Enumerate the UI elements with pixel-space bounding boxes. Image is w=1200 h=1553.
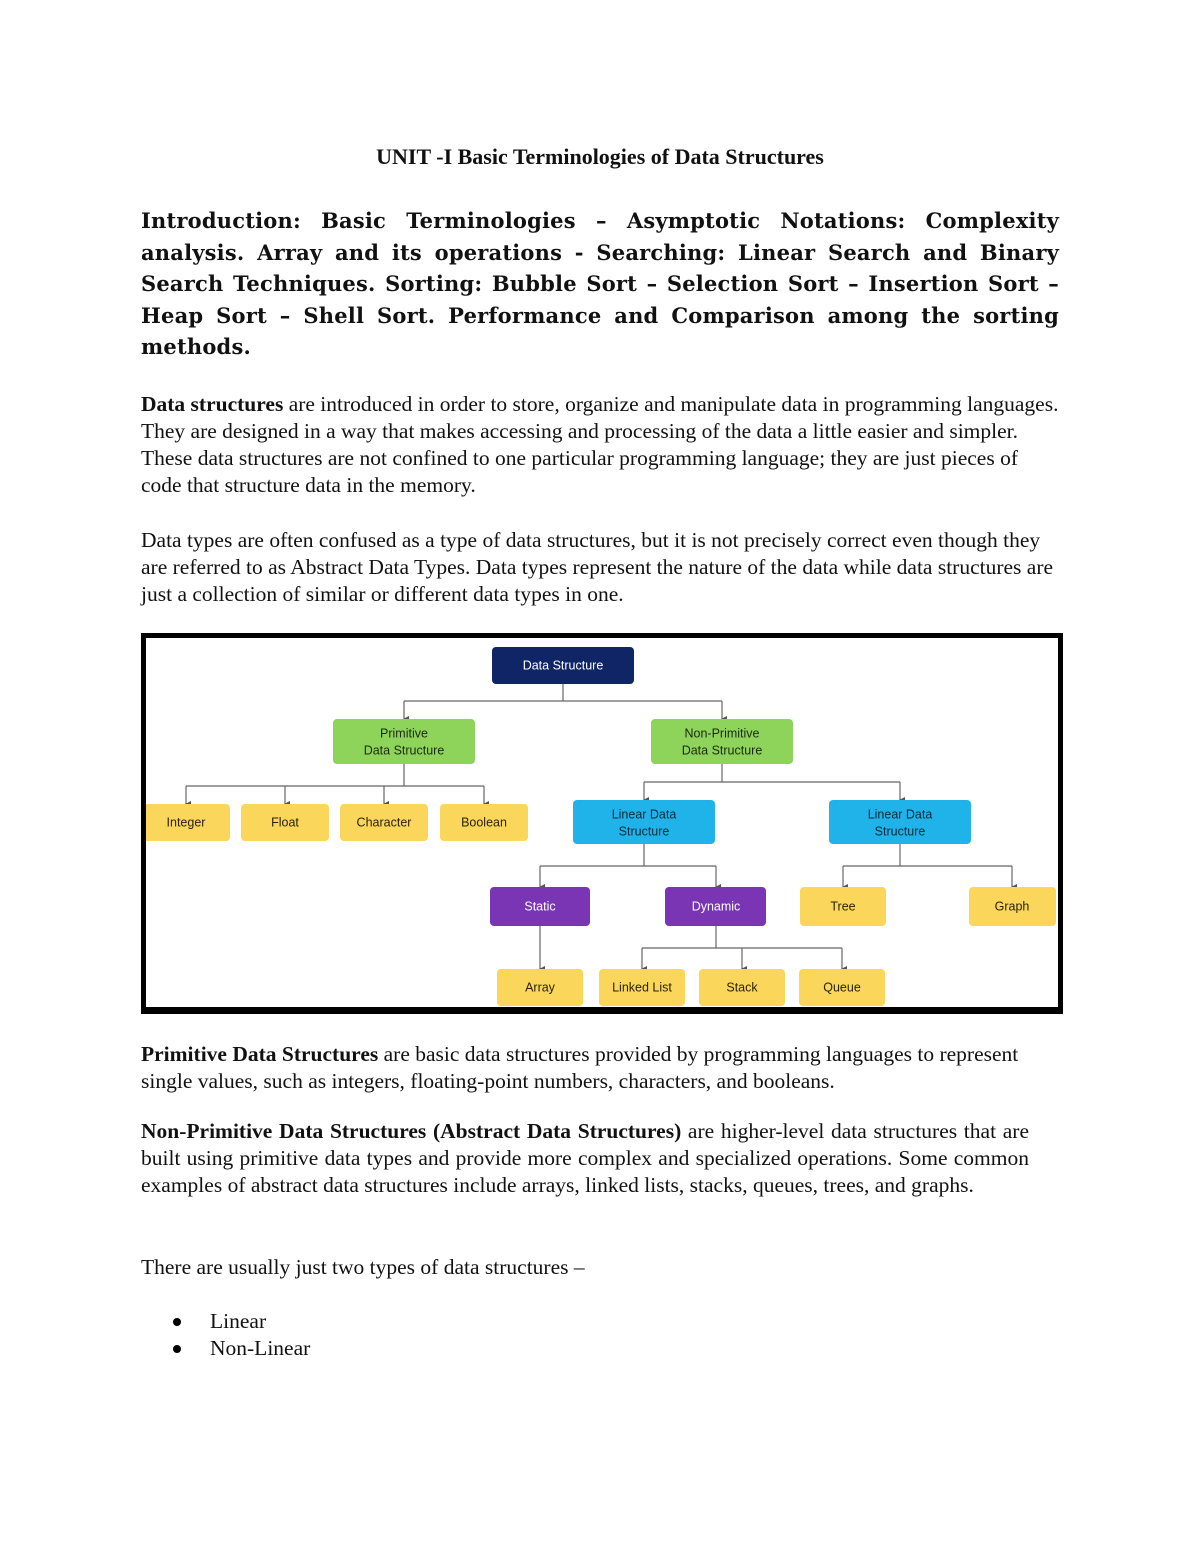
data-types-paragraph: Data types are often confused as a type of data structures, but it is not precisely correct even though they are referred to as Abstract Data Types. Data types represent the nature of the data while data structures are just a collection of similar or different data types in one. [141, 528, 1054, 606]
list-item-label: Linear [210, 1309, 267, 1333]
primitive-paragraph [141, 1041, 1061, 1095]
list-item [141, 1308, 310, 1335]
node-linear-a-label-1: Linear Data [611, 807, 677, 822]
node-non-primitive-label-2: Data Structure [681, 743, 763, 758]
data-structures-paragraph [141, 391, 1061, 499]
node-boolean-label: Boolean [461, 815, 507, 830]
unit-introduction: Introduction: Basic Terminologies – Asymptotic Notations: Complexity analysis. Array and its operations - Searching: Linear Search and Binary Search Techniques. Sorting: Bubble Sort – Selection Sort – Insertion Sort – Heap Sort – Shell Sort. Performance and Comparison among the sorting methods. [141, 208, 1059, 359]
data-structures-text: are introduced in order to store, organize and manipulate data in programming languages. They are designed in a way that makes accessing and processing of the data a little easier and simpler. These data structures are not confined to one particular programming language; they are just pieces of code that structure data in the memory. [141, 392, 1059, 497]
non-primitive-term: Non-Primitive Data Structures (Abstract Data Structures) [141, 1119, 682, 1143]
types-intro-paragraph: There are usually just two types of data structures – [141, 1255, 585, 1279]
node-character-label: Character [356, 815, 412, 830]
node-dynamic-label: Dynamic [691, 899, 741, 914]
node-integer-label: Integer [166, 815, 206, 830]
node-data-structure-label: Data Structure [522, 658, 604, 673]
data-structure-diagram [141, 633, 1063, 1014]
node-linear-b-label-1: Linear Data [867, 807, 933, 822]
list-item [141, 1335, 310, 1362]
node-primitive-label-1: Primitive [380, 726, 428, 741]
node-linear-b-label-2: Structure [874, 824, 926, 839]
node-stack-label: Stack [726, 980, 758, 995]
page-title: UNIT -I Basic Terminologies of Data Structures [376, 144, 824, 169]
node-linear-a-label-2: Structure [618, 824, 670, 839]
node-linked-list-label: Linked List [612, 980, 672, 995]
bullet-icon [173, 1318, 181, 1326]
bullet-icon [173, 1345, 181, 1353]
data-structures-term: Data structures [141, 392, 284, 416]
node-queue-label: Queue [823, 980, 861, 995]
node-non-primitive-label-1: Non-Primitive [684, 726, 760, 741]
primitive-text: are basic data structures provided by programming languages to represent single values, such as integers, floating-point numbers, characters, and booleans. [141, 1042, 1019, 1093]
primitive-term: Primitive Data Structures [141, 1042, 379, 1066]
diagram-svg [146, 638, 1058, 1007]
non-primitive-paragraph [141, 1118, 1029, 1199]
non-primitive-text: are higher-level data structures that are built using primitive data types and provide more complex and specialized operations. Some common examples of abstract data structures include arrays, linked lists, stacks, queues, trees, and graphs. [141, 1119, 1029, 1197]
node-primitive-label-2: Data Structure [363, 743, 445, 758]
node-array-label: Array [525, 980, 555, 995]
node-tree-label: Tree [830, 899, 856, 914]
node-float-label: Float [271, 815, 299, 830]
types-list [141, 1308, 310, 1362]
node-static-label: Static [524, 899, 556, 914]
node-graph-label: Graph [994, 899, 1030, 914]
list-item-label: Non-Linear [210, 1336, 311, 1360]
